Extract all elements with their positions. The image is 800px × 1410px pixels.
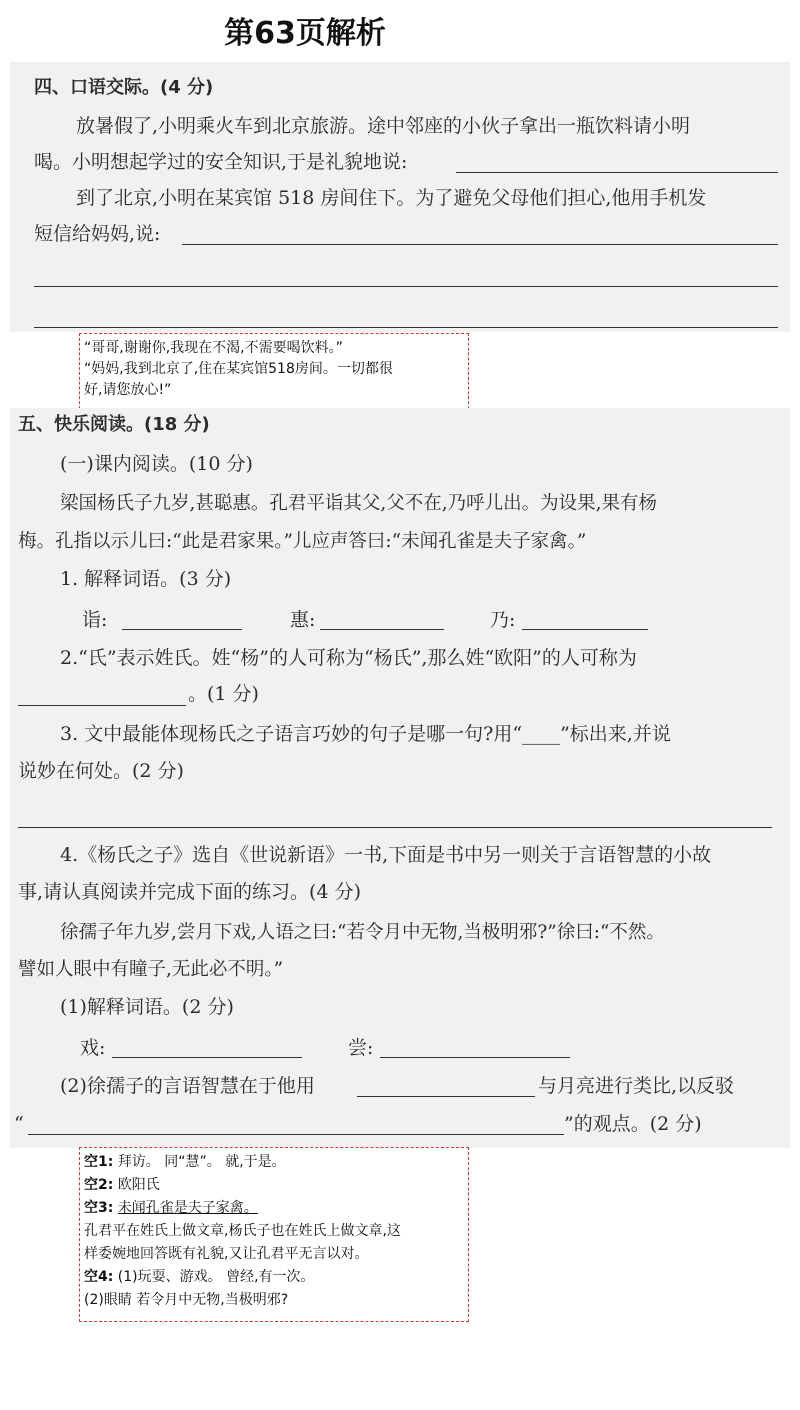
- answer-row: [84, 1151, 464, 1174]
- section-5-heading: 五、快乐阅读。(18 分): [18, 414, 210, 435]
- page-title: 第63页解析: [224, 16, 386, 51]
- story-passage-line: 徐孺子年九岁,尝月下戏,人语之曰:“若令月中无物,当极明邪?”徐曰:“不然。: [60, 922, 665, 943]
- question-4-1: (1)解释词语。(2 分): [60, 996, 234, 1018]
- answer-box-oral: [79, 333, 469, 409]
- answer-blank-line: [320, 629, 444, 630]
- answer-blank-line: [182, 244, 778, 245]
- question-4-2-tail: ”的观点。(2 分): [564, 1113, 702, 1135]
- answer-blank-line: [456, 172, 778, 173]
- answer-row: [84, 1174, 464, 1197]
- answer-text: 样委婉地回答既有礼貌,又让孔君平无言以对。: [84, 1246, 369, 1262]
- term-label: 诣:: [82, 609, 108, 631]
- answer-row: [84, 1197, 464, 1220]
- classical-passage-line: 梁国杨氏子九岁,甚聪惠。孔君平诣其父,父不在,乃呼儿出。为设果,果有杨: [60, 493, 658, 514]
- section-4-text-line: 放暑假了,小明乘火车到北京旅游。途中邻座的小伙子拿出一瓶饮料请小明: [76, 115, 691, 137]
- answer-blank-line: [522, 629, 648, 630]
- question-3: 说妙在何处。(2 分): [18, 760, 184, 782]
- answer-text: (2)眼睛 若令月中无物,当极明邪?: [84, 1292, 289, 1308]
- question-4: 4.《杨氏之子》选自《世说新语》一书,下面是书中另一则关于言语智慧的小故: [60, 844, 712, 866]
- answer-blank-line: [28, 1134, 564, 1135]
- answer-key: 空4:: [84, 1269, 114, 1285]
- answer-text: 未闻孔雀是夫子家禽。: [117, 1200, 258, 1216]
- term-label: 乃:: [490, 609, 516, 631]
- term-label: 惠:: [290, 609, 316, 631]
- answer-blank-line: [122, 629, 242, 630]
- answer-blank-line: [357, 1096, 535, 1097]
- subsection-heading: (一)课内阅读。(10 分): [60, 453, 253, 475]
- answer-text: (1)玩耍、游戏。 曾经,有一次。: [117, 1269, 315, 1285]
- answer-blank-line: [34, 286, 778, 287]
- answer-text: 拜访。 同“慧”。 就,于是。: [117, 1154, 286, 1170]
- question-4-2: 与月亮进行类比,以反驳: [538, 1075, 735, 1097]
- question-2: 2.“氏”表示姓氏。姓“杨”的人可称为“杨氏”,那么姓“欧阳”的人可称为: [60, 647, 637, 669]
- story-passage-line: 譬如人眼中有瞳子,无此必不明。”: [18, 959, 284, 980]
- answer-key: 空3:: [84, 1200, 114, 1216]
- section-4-text-line: 喝。小明想起学过的安全知识,于是礼貌地说:: [34, 151, 408, 173]
- question-4: 事,请认真阅读并完成下面的练习。(4 分): [18, 881, 361, 903]
- term-label: 尝:: [348, 1037, 374, 1059]
- question-3: 3. 文中最能体现杨氏之子语言巧妙的句子是哪一句?用“____”标出来,并说: [60, 723, 671, 745]
- answer-text: 孔君平在姓氏上做文章,杨氏子也在姓氏上做文章,这: [84, 1223, 401, 1239]
- quote-mark: “: [14, 1113, 24, 1135]
- answer-key: 空2:: [84, 1177, 114, 1193]
- answer-row: [84, 1266, 464, 1289]
- answer-blank-line: [18, 827, 772, 828]
- answer-key: 空1:: [84, 1154, 114, 1170]
- answer-blank-line: [18, 705, 186, 706]
- answer-box-reading: [79, 1147, 469, 1322]
- classical-passage-line: 梅。孔指以示儿曰:“此是君家果。”儿应声答曰:“未闻孔雀是夫子家禽。”: [18, 531, 587, 552]
- question-2-tail: 。(1 分): [188, 683, 259, 705]
- section-4-heading: 四、口语交际。(4 分): [34, 77, 214, 98]
- section-4-text-line: 短信给妈妈,说:: [34, 223, 161, 245]
- section-4-text-line: 到了北京,小明在某宾馆 518 房间住下。为了避免父母他们担心,他用手机发: [76, 187, 707, 209]
- answer-text: 欧阳氏: [117, 1177, 160, 1193]
- answer-blank-line: [34, 327, 778, 328]
- question-4-2: (2)徐孺子的言语智慧在于他用: [60, 1075, 315, 1097]
- answer-blank-line: [380, 1057, 570, 1058]
- term-label: 戏:: [80, 1037, 106, 1059]
- answer-blank-line: [112, 1057, 302, 1058]
- answer-text: “妈妈,我到北京了,住在某宾馆518房间。一切都很: [84, 361, 393, 377]
- answer-text: 好,请您放心!”: [84, 382, 172, 398]
- question-1: 1. 解释词语。(3 分): [60, 568, 232, 590]
- answer-text: “哥哥,谢谢你,我现在不渴,不需要喝饮料。”: [84, 340, 343, 356]
